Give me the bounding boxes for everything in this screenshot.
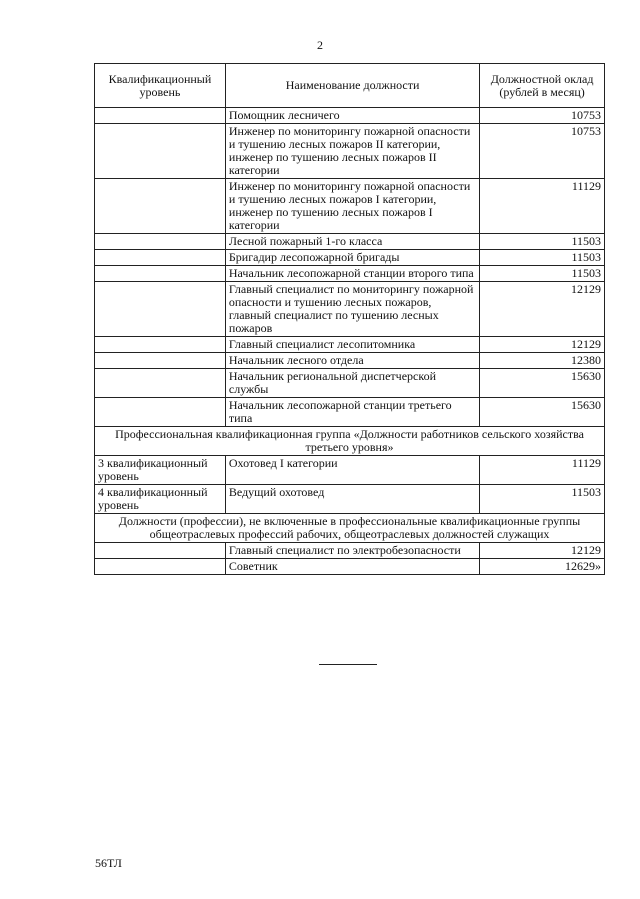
position-cell: Инженер по мониторингу пожарной опасности и тушению лесных пожаров I категории, инженер по тушению лесных пожаров I категории (225, 179, 479, 234)
position-cell: Лесной пожарный 1-го класса (225, 234, 479, 250)
level-cell (95, 234, 226, 250)
table-header-row (95, 64, 605, 108)
level-cell (95, 337, 226, 353)
table-row (95, 266, 605, 282)
level-cell (95, 282, 226, 337)
salary-cell: 11503 (480, 485, 605, 514)
salary-table (94, 63, 605, 575)
table-row (95, 337, 605, 353)
end-of-document-rule (319, 664, 377, 665)
position-cell: Начальник лесопожарной станции третьего типа (225, 398, 479, 427)
header-salary: Должностной оклад (рублей в месяц) (480, 64, 605, 108)
level-cell (95, 266, 226, 282)
position-cell: Бригадир лесопожарной бригады (225, 250, 479, 266)
level-cell (95, 398, 226, 427)
level-cell (95, 369, 226, 398)
table-row (95, 543, 605, 559)
level-cell (95, 559, 226, 575)
position-cell: Советник (225, 559, 479, 575)
table-row (95, 456, 605, 485)
level-cell: 3 квалификационный уровень (95, 456, 226, 485)
salary-cell: 12629» (480, 559, 605, 575)
group-header-row (95, 427, 605, 456)
table-row (95, 353, 605, 369)
level-cell (95, 543, 226, 559)
position-cell: Главный специалист лесопитомника (225, 337, 479, 353)
salary-cell: 10753 (480, 124, 605, 179)
salary-cell: 15630 (480, 369, 605, 398)
group-title-agriculture: Профессиональная квалификационная группа «Должности работников сельского хозяйства третьего уровня» (95, 427, 605, 456)
level-cell (95, 250, 226, 266)
table-row (95, 485, 605, 514)
level-cell (95, 353, 226, 369)
document-code: 56ТЛ (95, 856, 122, 870)
salary-cell: 12380 (480, 353, 605, 369)
salary-cell: 12129 (480, 337, 605, 353)
salary-cell: 11503 (480, 234, 605, 250)
salary-cell: 11129 (480, 179, 605, 234)
position-cell: Начальник лесного отдела (225, 353, 479, 369)
page-number: 2 (317, 38, 323, 52)
salary-cell: 10753 (480, 108, 605, 124)
salary-cell: 15630 (480, 398, 605, 427)
group-header-row (95, 514, 605, 543)
header-position: Наименование должности (225, 64, 479, 108)
position-cell: Главный специалист по мониторингу пожарной опасности и тушению лесных пожаров, главный специалист по тушению лесных пожаров (225, 282, 479, 337)
table-row (95, 398, 605, 427)
table-row (95, 250, 605, 266)
salary-cell: 11129 (480, 456, 605, 485)
table-row (95, 282, 605, 337)
table-row (95, 108, 605, 124)
position-cell: Начальник лесопожарной станции второго типа (225, 266, 479, 282)
salary-cell: 11503 (480, 250, 605, 266)
position-cell: Начальник региональной диспетчерской службы (225, 369, 479, 398)
table-row (95, 124, 605, 179)
position-cell: Ведущий охотовед (225, 485, 479, 514)
table-row (95, 179, 605, 234)
salary-cell: 11503 (480, 266, 605, 282)
salary-cell: 12129 (480, 282, 605, 337)
level-cell (95, 179, 226, 234)
salary-cell: 12129 (480, 543, 605, 559)
position-cell: Помощник лесничего (225, 108, 479, 124)
position-cell: Охотовед I категории (225, 456, 479, 485)
table-row (95, 234, 605, 250)
position-cell: Инженер по мониторингу пожарной опасности и тушению лесных пожаров II категории, инженер по тушению лесных пожаров II категории (225, 124, 479, 179)
header-level: Квалификационный уровень (95, 64, 226, 108)
table-row (95, 559, 605, 575)
table-row (95, 369, 605, 398)
level-cell (95, 108, 226, 124)
level-cell: 4 квалификационный уровень (95, 485, 226, 514)
group-title-other: Должности (профессии), не включенные в профессиональные квалификационные группы общеотраслевых профессий рабочих, общеотраслевых должностей служащих (95, 514, 605, 543)
position-cell: Главный специалист по электробезопасности (225, 543, 479, 559)
level-cell (95, 124, 226, 179)
